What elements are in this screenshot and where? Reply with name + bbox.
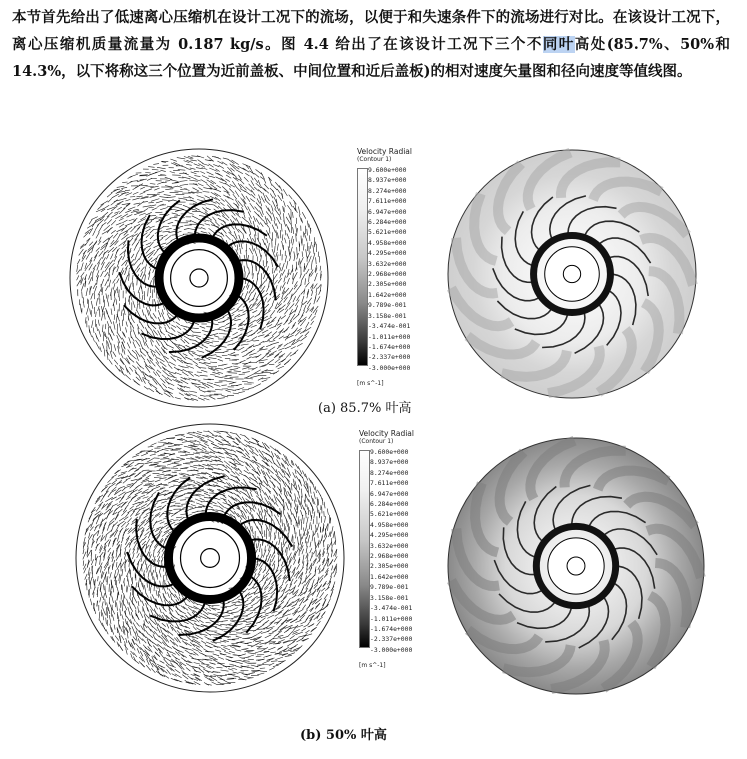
legend-tick-labels	[368, 165, 410, 373]
legend-tick: -1.674e+000	[368, 342, 411, 351]
legend-tick: -1.011e+000	[370, 614, 413, 623]
body-paragraph	[12, 4, 730, 85]
legend-tick: 8.274e+000	[370, 468, 409, 477]
legend-tick: 4.958e+000	[370, 520, 409, 529]
legend-tick: 9.789e-001	[368, 301, 407, 310]
figure-caption-a: (a) 85.7% 叶高	[318, 401, 412, 416]
legend-unit: [m s^-1]	[357, 380, 384, 387]
text-selection-highlight: 同叶	[542, 36, 575, 53]
legend-tick: 1.642e+000	[368, 290, 407, 299]
legend-tick: -3.000e+000	[370, 645, 413, 654]
legend-color-bar	[359, 450, 370, 648]
legend-tick: 6.947e+000	[370, 489, 409, 498]
legend-tick: -3.474e-001	[368, 322, 411, 331]
legend-tick: 4.295e+000	[370, 531, 409, 540]
shaft	[567, 557, 585, 575]
shaft	[201, 549, 220, 568]
legend-unit: [m s^-1]	[359, 662, 386, 669]
legend-tick: 5.621e+000	[368, 228, 407, 237]
legend-tick: 9.600e+000	[368, 166, 407, 174]
legend-tick: 5.621e+000	[370, 510, 409, 519]
legend-title: Velocity Radial	[359, 429, 414, 438]
legend-subtitle: (Contour 1)	[357, 156, 392, 163]
legend-subtitle: (Contour 1)	[359, 438, 394, 445]
contour-plot-b	[446, 436, 706, 696]
legend-tick: 7.611e+000	[368, 197, 407, 206]
legend-title: Velocity Radial	[357, 147, 412, 156]
legend-tick: 1.642e+000	[370, 572, 409, 581]
legend-tick: -3.000e+000	[368, 363, 411, 372]
paragraph-text-2: 高处(85.7%、50%和 14.3%，以下将称这三个位置为近前盖板、中间位置和近后盖板)的相对速度矢量图和径向速度等值线图。	[12, 36, 731, 80]
legend-tick: 4.958e+000	[368, 238, 407, 247]
legend-tick: -2.337e+000	[370, 635, 413, 644]
legend-tick: 7.611e+000	[370, 479, 409, 488]
legend-tick: -1.011e+000	[368, 332, 411, 341]
legend-tick: 8.274e+000	[368, 186, 407, 195]
legend-tick: 6.947e+000	[368, 207, 407, 216]
legend-tick: 6.284e+000	[368, 218, 407, 227]
contour-plot-a	[446, 148, 698, 400]
legend-tick: 3.158e-001	[368, 311, 407, 320]
contour-legend-b	[359, 430, 449, 670]
legend-tick: 3.158e-001	[370, 593, 409, 602]
legend-tick: 2.968e+000	[370, 552, 409, 561]
figure-caption-b: (b) 50% 叶高	[300, 728, 387, 743]
legend-tick: -3.474e-001	[370, 604, 413, 613]
legend-tick: 3.632e+000	[370, 541, 409, 550]
legend-tick-labels	[370, 447, 412, 655]
legend-tick: 2.305e+000	[368, 280, 407, 289]
contour-legend-a	[357, 148, 447, 388]
legend-tick: -1.674e+000	[370, 624, 413, 633]
legend-tick: -2.337e+000	[368, 353, 411, 362]
legend-tick: 2.305e+000	[370, 562, 409, 571]
paragraph-text-1: 本节首先给出了低速离心压缩机在设计工况下的流场，以便于和失速条件下的流场进行对比。在该设计工况下，离心压缩机质量流量为 0.187 kg/s。图 4.4 给出了在该设计工况下三个不	[12, 9, 730, 53]
legend-color-bar	[357, 168, 368, 366]
legend-tick: 9.789e-001	[370, 583, 409, 592]
legend-tick: 4.295e+000	[368, 249, 407, 258]
legend-tick: 8.937e+000	[370, 458, 409, 467]
shaft	[190, 269, 208, 287]
legend-tick: 8.937e+000	[368, 176, 407, 185]
shaft	[563, 265, 580, 282]
vector-plot-a	[68, 147, 330, 409]
legend-tick: 6.284e+000	[370, 500, 409, 509]
vector-plot-b	[74, 422, 346, 694]
legend-tick: 2.968e+000	[368, 270, 407, 279]
legend-tick: 3.632e+000	[368, 259, 407, 268]
legend-tick: 9.600e+000	[370, 448, 409, 456]
